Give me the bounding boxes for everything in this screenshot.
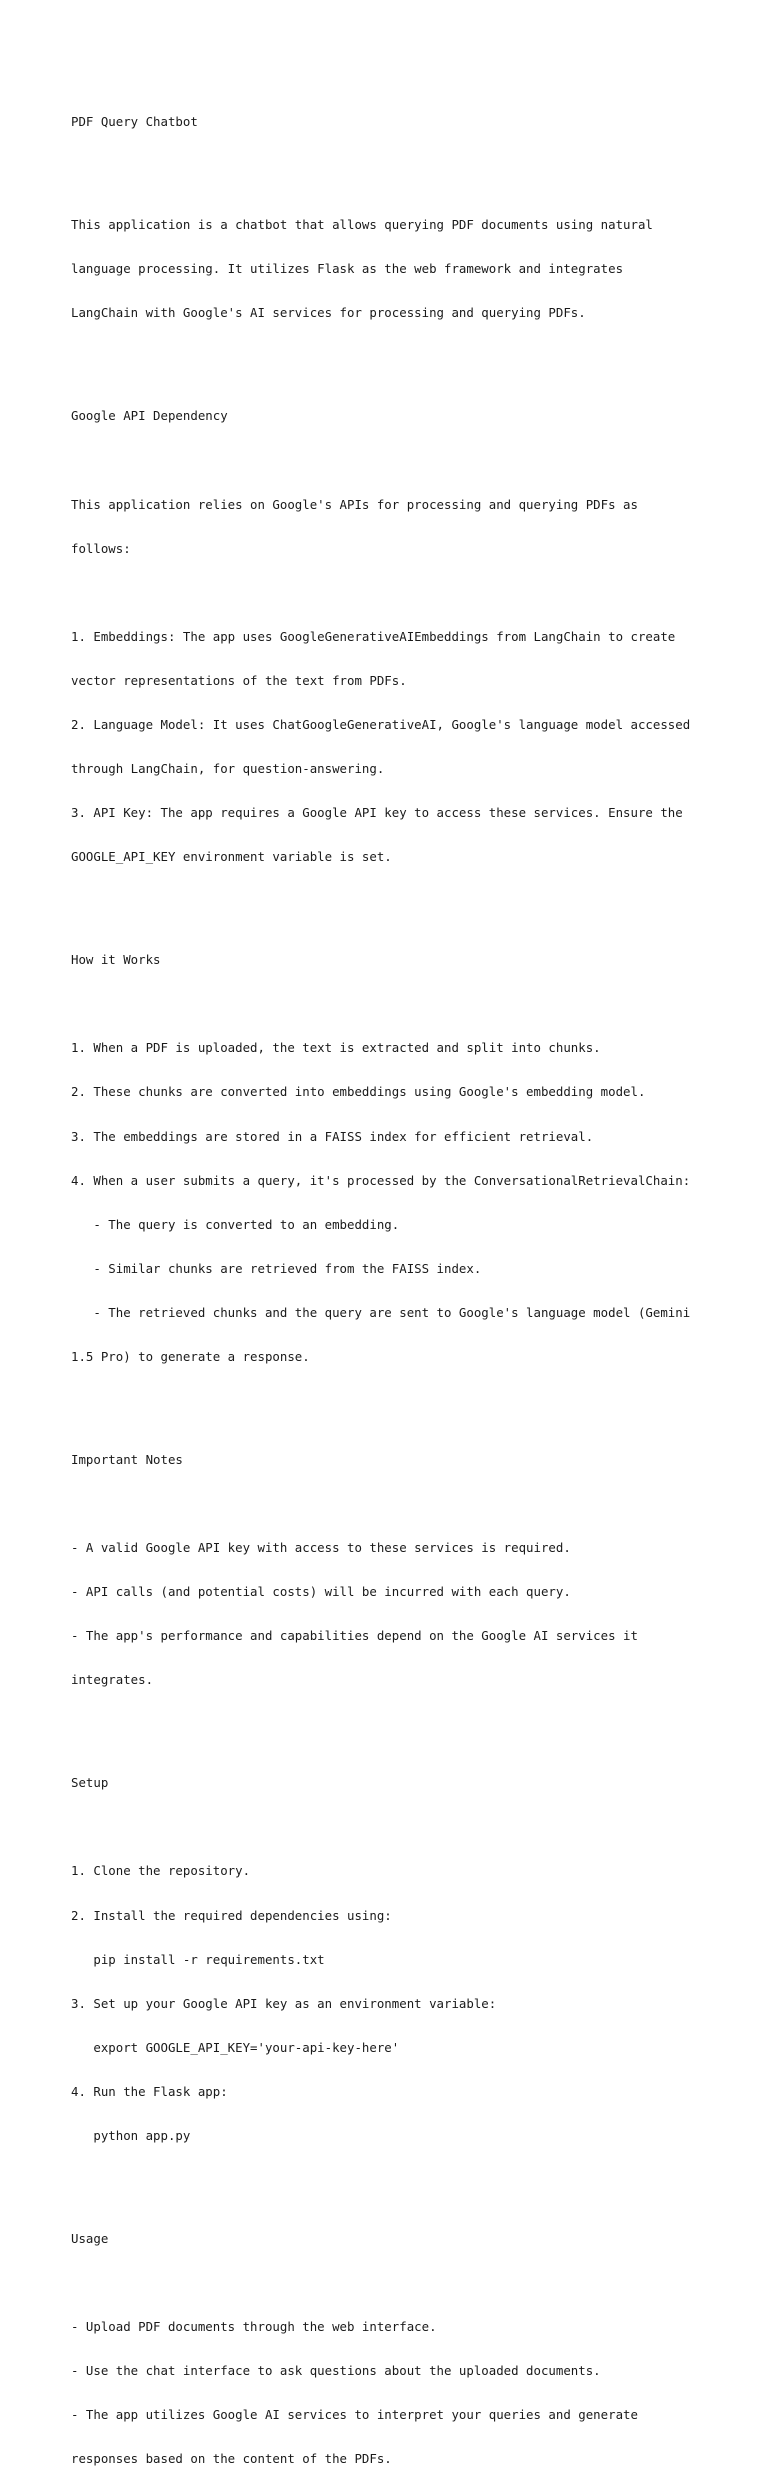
spacer bbox=[71, 2276, 711, 2291]
notes-item: - API calls (and potential costs) will be incurred with each query. bbox=[71, 1584, 571, 1600]
how-it-works-item: 2. These chunks are converted into embeddings using Google's embedding model. bbox=[71, 1084, 646, 1100]
document-page bbox=[71, 86, 711, 2482]
setup-item: 1. Clone the repository. bbox=[71, 1863, 251, 1879]
setup-item: python app.py bbox=[71, 2128, 191, 2144]
setup-item: 4. Run the Flask app: bbox=[71, 2083, 228, 2099]
section-heading-usage: Usage bbox=[71, 2230, 109, 2246]
google-api-item: through LangChain, for question-answering. bbox=[71, 761, 385, 777]
google-api-item: 3. API Key: The app requires a Google API key to access these services. Ensure the bbox=[71, 805, 683, 821]
how-it-works-item: - The query is converted to an embedding. bbox=[71, 1216, 400, 1232]
section-heading-setup: Setup bbox=[71, 1775, 109, 1791]
setup-item: pip install -r requirements.txt bbox=[71, 1951, 325, 1967]
intro-line: LangChain with Google's AI services for processing and querying PDFs. bbox=[71, 305, 586, 321]
spacer bbox=[71, 586, 711, 601]
document-title: PDF Query Chatbot bbox=[71, 114, 198, 130]
how-it-works-item: 1.5 Pro) to generate a response. bbox=[71, 1349, 310, 1365]
setup-item: 2. Install the required dependencies using: bbox=[71, 1907, 392, 1923]
setup-item: 3. Set up your Google API key as an environment variable: bbox=[71, 1995, 497, 2011]
usage-item: - Use the chat interface to ask questions about the uploaded documents. bbox=[71, 2363, 601, 2379]
spacer bbox=[71, 1820, 711, 1835]
google-api-item: 1. Embeddings: The app uses GoogleGenerativeAIEmbeddings from LangChain to create bbox=[71, 628, 676, 644]
section-heading-important-notes: Important Notes bbox=[71, 1451, 183, 1467]
google-api-item: vector representations of the text from PDFs. bbox=[71, 672, 407, 688]
google-api-item: 2. Language Model: It uses ChatGoogleGenerativeAI, Google's language model accessed bbox=[71, 717, 691, 733]
how-it-works-item: - The retrieved chunks and the query are sent to Google's language model (Gemini bbox=[71, 1304, 691, 1320]
usage-item: - Upload PDF documents through the web interface. bbox=[71, 2319, 437, 2335]
notes-item: - The app's performance and capabilities depend on the Google AI services it bbox=[71, 1628, 638, 1644]
google-api-intro-line: This application relies on Google's APIs for processing and querying PDFs as bbox=[71, 496, 638, 512]
spacer bbox=[71, 453, 711, 468]
spacer bbox=[71, 894, 711, 909]
how-it-works-item: 3. The embeddings are stored in a FAISS index for efficient retrieval. bbox=[71, 1128, 594, 1144]
spacer bbox=[71, 160, 711, 175]
usage-item: - The app utilizes Google AI services to interpret your queries and generate bbox=[71, 2407, 638, 2423]
usage-item: responses based on the content of the PDFs. bbox=[71, 2451, 392, 2467]
google-api-intro-line: follows: bbox=[71, 540, 131, 556]
notes-item: - A valid Google API key with access to these services is required. bbox=[71, 1540, 571, 1556]
how-it-works-item: 1. When a PDF is uploaded, the text is extracted and split into chunks. bbox=[71, 1040, 601, 1056]
spacer bbox=[71, 1497, 711, 1512]
spacer bbox=[71, 997, 711, 1012]
spacer bbox=[71, 2173, 711, 2188]
spacer bbox=[71, 1718, 711, 1733]
notes-item: integrates. bbox=[71, 1672, 154, 1688]
section-heading-how-it-works: How it Works bbox=[71, 952, 161, 968]
how-it-works-item: 4. When a user submits a query, it's processed by the ConversationalRetrievalChain: bbox=[71, 1172, 691, 1188]
spacer bbox=[71, 351, 711, 366]
setup-item: export GOOGLE_API_KEY='your-api-key-here' bbox=[71, 2039, 400, 2055]
intro-line: This application is a chatbot that allows querying PDF documents using natural bbox=[71, 217, 653, 233]
intro-line: language processing. It utilizes Flask as the web framework and integrates bbox=[71, 261, 624, 277]
section-heading-google-api: Google API Dependency bbox=[71, 408, 228, 424]
how-it-works-item: - Similar chunks are retrieved from the FAISS index. bbox=[71, 1260, 482, 1276]
spacer bbox=[71, 1394, 711, 1409]
google-api-item: GOOGLE_API_KEY environment variable is set. bbox=[71, 849, 392, 865]
